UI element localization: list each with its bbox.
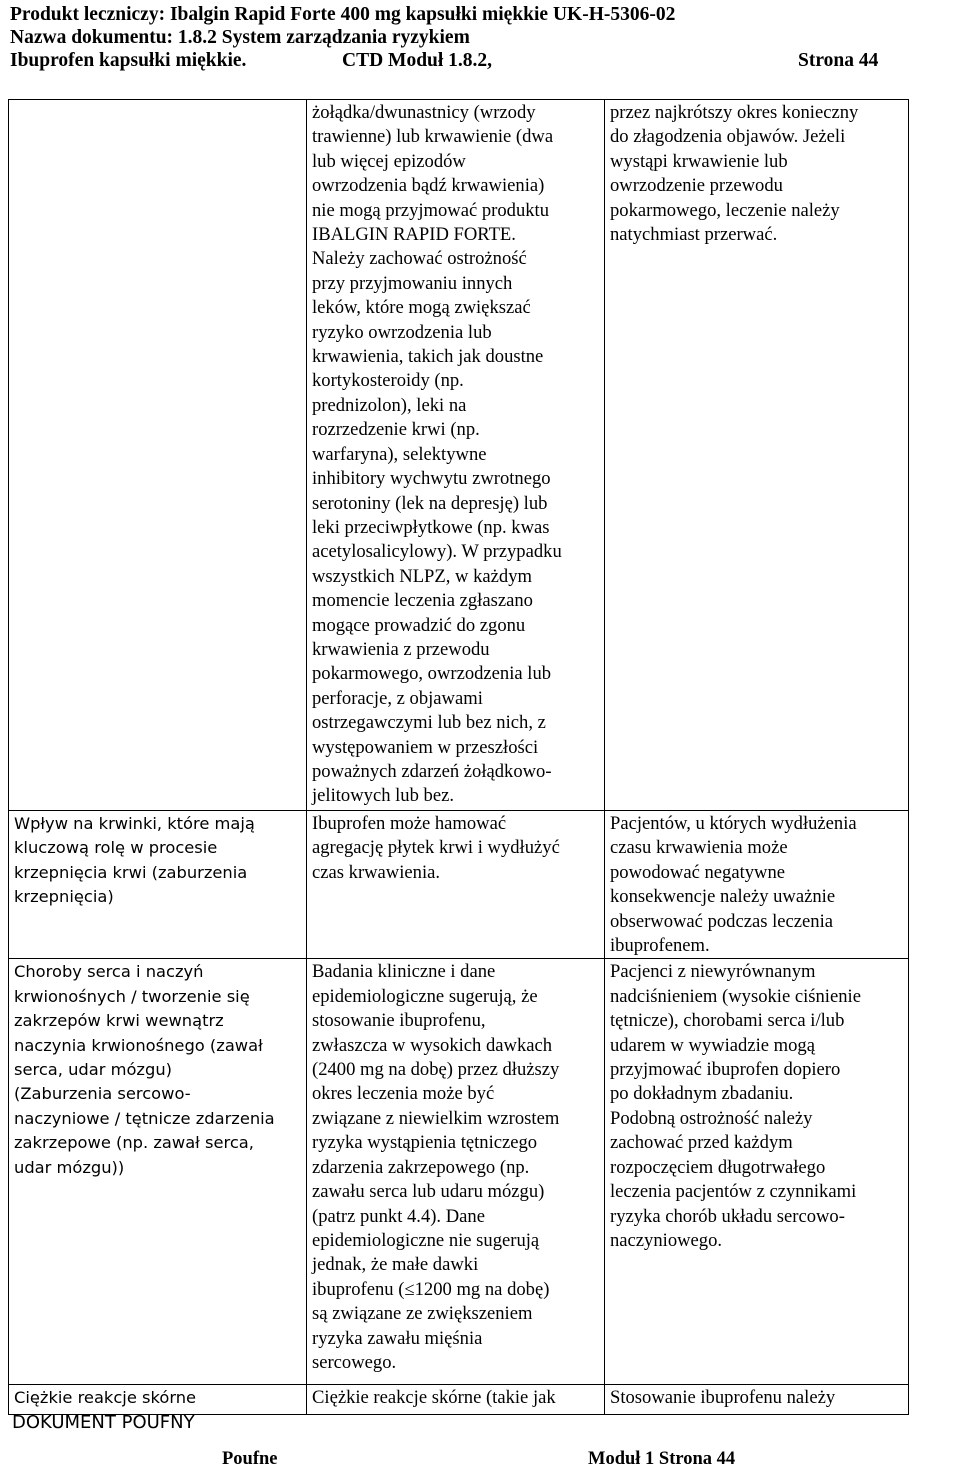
text-line: naczynia krwionośnego (zawał bbox=[14, 1035, 263, 1055]
text-line: ryzyka wystąpienia tętniczego bbox=[312, 1132, 538, 1154]
text-line: powodować negatywne bbox=[610, 861, 786, 883]
table-row bbox=[9, 100, 909, 811]
text-line: (Zaburzenia sercowo- bbox=[14, 1084, 191, 1104]
text-line: lub więcej epizodów bbox=[312, 150, 466, 172]
text-line: zakrzepowe (np. zawał serca, bbox=[14, 1133, 254, 1153]
text-line: ibuprofenem. bbox=[610, 935, 710, 957]
text-line: natychmiast przerwać. bbox=[610, 224, 778, 246]
text-line: obserwować podczas leczenia bbox=[610, 910, 834, 932]
text-line: Podobną ostrożność należy bbox=[610, 1107, 813, 1129]
text-line: jelitowych lub bez. bbox=[312, 785, 454, 807]
text-line: Pacjenci z niewyrównanym bbox=[610, 961, 816, 983]
text-line: prednizolon), leki na bbox=[312, 394, 467, 416]
text-line: krwawienia z przewodu bbox=[312, 638, 490, 660]
text-line: Pacjentów, u których wydłużenia bbox=[610, 813, 857, 834]
text-line: ryzyko owrzodzenia lub bbox=[312, 321, 492, 343]
recommendation-cell bbox=[605, 959, 909, 1385]
header-product-form: Ibuprofen kapsułki miękkie. bbox=[10, 50, 247, 71]
text-line: krwionośnych / tworzenie się bbox=[14, 986, 250, 1006]
text-line: zakrzepów krwi wewnątrz bbox=[14, 1011, 224, 1031]
text-line: Ibuprofen może hamować bbox=[312, 813, 507, 834]
text-line: pokarmowego, leczenie należy bbox=[610, 199, 840, 221]
text-line: okres leczenia może być bbox=[312, 1083, 495, 1105]
text-line: Stosowanie ibuprofenu należy bbox=[610, 1387, 836, 1409]
text-line: agregację płytek krwi i wydłużyć bbox=[312, 837, 560, 859]
risk-name-cell bbox=[9, 959, 307, 1385]
risk-description-cell bbox=[307, 959, 605, 1385]
text-line: poważnych zdarzeń żołądkowo- bbox=[312, 760, 552, 782]
text-line: epidemiologiczne nie sugerują bbox=[312, 1229, 540, 1251]
text-line: Badania kliniczne i dane bbox=[312, 961, 496, 983]
text-line: czasu krwawienia może bbox=[610, 837, 788, 859]
text-line: wszystkich NLPZ, w każdym bbox=[312, 565, 532, 587]
confidential-stamp: DOKUMENT POUFNY bbox=[12, 1412, 195, 1433]
risk-name-cell bbox=[9, 100, 307, 811]
text-line: ibuprofenu (≤1200 mg na dobę) bbox=[312, 1278, 550, 1300]
text-line: warfaryna), selektywne bbox=[312, 443, 487, 465]
text-line: rozrzedzenie krwi (np. bbox=[312, 419, 480, 441]
document-header bbox=[10, 3, 890, 72]
footer-page-label: Moduł 1 Strona 44 bbox=[588, 1449, 736, 1469]
text-line: owrzodzenia bądź krwawienia) bbox=[312, 175, 545, 197]
text-line: przez najkrótszy okres konieczny bbox=[610, 102, 859, 123]
text-line: trawienne) lub krwawienie (dwa bbox=[312, 126, 554, 148]
text-line: udar mózgu)) bbox=[14, 1157, 125, 1177]
text-line: momencie leczenia zgłaszano bbox=[312, 590, 533, 612]
text-line: rozpoczęciem długotrwałego bbox=[610, 1156, 826, 1178]
text-line: stosowanie ibuprofenu, bbox=[312, 1010, 486, 1032]
text-line: wystąpi krwawienie lub bbox=[610, 150, 788, 172]
header-page-number: Strona 44 bbox=[798, 50, 879, 71]
text-line: krzepnięcia) bbox=[14, 887, 114, 907]
text-line: czas krwawienia. bbox=[312, 861, 441, 883]
text-line: krwawienia, takich jak doustne bbox=[312, 346, 544, 368]
text-line: tętnicze), chorobami serca i/lub bbox=[610, 1010, 845, 1032]
text-line: do złagodzenia objawów. Jeżeli bbox=[610, 126, 846, 148]
text-line: naczyniowego. bbox=[610, 1229, 723, 1251]
text-line: zawału serca lub udaru mózgu) bbox=[312, 1181, 545, 1203]
text-line: Należy zachować ostrożność bbox=[312, 248, 527, 270]
risk-name-cell bbox=[9, 811, 307, 959]
text-line: występowaniem w przeszłości bbox=[312, 736, 539, 758]
text-line: są związane ze zwiększeniem bbox=[312, 1303, 533, 1325]
risk-description-cell bbox=[307, 100, 605, 811]
recommendation-cell bbox=[605, 811, 909, 959]
text-line: zdarzenia zakrzepowego (np. bbox=[312, 1156, 530, 1178]
text-line: żołądka/dwunastnicy (wrzody bbox=[312, 102, 536, 123]
risk-description-cell bbox=[307, 1385, 605, 1415]
footer-confidential: Poufne bbox=[222, 1449, 278, 1469]
text-line: mogące prowadzić do zgonu bbox=[312, 614, 526, 636]
risk-table bbox=[8, 99, 909, 1415]
header-ctd-module: CTD Moduł 1.8.2, bbox=[342, 50, 493, 71]
text-line: serca, udar mózgu) bbox=[14, 1060, 172, 1080]
text-line: sercowego. bbox=[312, 1351, 397, 1373]
text-line: (patrz punkt 4.4). Dane bbox=[312, 1205, 485, 1227]
recommendation-cell bbox=[605, 1385, 909, 1415]
risk-name-cell bbox=[9, 1385, 307, 1415]
text-line: kortykosteroidy (np. bbox=[312, 370, 464, 392]
text-line: Ciężkie reakcje skórne bbox=[14, 1388, 197, 1408]
text-line: perforacje, z objawami bbox=[312, 687, 483, 709]
text-line: Choroby serca i naczyń bbox=[14, 962, 204, 982]
header-document-name: Nazwa dokumentu: 1.8.2 System zarządzania ryzykiem bbox=[10, 27, 470, 48]
text-line: leki przeciwpłytkowe (np. kwas bbox=[312, 516, 550, 538]
text-line: acetylosalicylowy). W przypadku bbox=[312, 541, 562, 563]
header-product-line: Produkt leczniczy: Ibalgin Rapid Forte 400 mg kapsułki miękkie UK-H-5306-02 bbox=[10, 4, 676, 25]
table-row bbox=[9, 959, 909, 1385]
header-module-line bbox=[10, 49, 890, 72]
table-row bbox=[9, 811, 909, 959]
text-line: owrzodzenie przewodu bbox=[610, 175, 783, 197]
text-line: przyjmować ibuprofen dopiero bbox=[610, 1059, 841, 1081]
text-line: ryzyka chorób układu sercowo- bbox=[610, 1205, 845, 1227]
text-line: związane z niewielkim wzrostem bbox=[312, 1107, 560, 1129]
text-line: epidemiologiczne sugerują, że bbox=[312, 985, 538, 1007]
text-line: konsekwencje należy uważnie bbox=[610, 886, 836, 908]
text-line: (2400 mg na dobę) przez dłuższy bbox=[312, 1059, 560, 1081]
text-line: leków, które mogą zwiększać bbox=[312, 297, 531, 319]
text-line: kluczową rolę w procesie bbox=[14, 838, 218, 858]
text-line: nie mogą przyjmować produktu bbox=[312, 199, 550, 221]
text-line: po dokładnym zbadaniu. bbox=[610, 1083, 794, 1105]
text-line: IBALGIN RAPID FORTE. bbox=[312, 224, 516, 246]
text-line: naczyniowe / tętnicze zdarzenia bbox=[14, 1108, 275, 1128]
text-line: zachować przed każdym bbox=[610, 1132, 793, 1154]
text-line: leczenia pacjentów z czynnikami bbox=[610, 1181, 857, 1203]
text-line: serotoniny (lek na depresję) lub bbox=[312, 492, 548, 514]
text-line: inhibitory wychwytu zwrotnego bbox=[312, 468, 551, 490]
text-line: przy przyjmowaniu innych bbox=[312, 272, 513, 294]
text-line: jednak, że małe dawki bbox=[312, 1254, 479, 1276]
text-line: udarem w wywiadzie mogą bbox=[610, 1034, 815, 1056]
text-line: nadciśnieniem (wysokie ciśnienie bbox=[610, 985, 861, 1007]
table-row bbox=[9, 1385, 909, 1415]
recommendation-cell bbox=[605, 100, 909, 811]
text-line: krzepnięcia krwi (zaburzenia bbox=[14, 862, 248, 882]
text-line: Ciężkie reakcje skórne (takie jak bbox=[312, 1387, 556, 1409]
text-line: ostrzegawczymi lub bez nich, z bbox=[312, 712, 546, 734]
text-line: pokarmowego, owrzodzenia lub bbox=[312, 663, 552, 685]
text-line: zwłaszcza w wysokich dawkach bbox=[312, 1034, 553, 1056]
text-line: ryzyka zawału mięśnia bbox=[312, 1327, 483, 1349]
text-line: Wpływ na krwinki, które mają bbox=[14, 814, 255, 833]
risk-description-cell bbox=[307, 811, 605, 959]
